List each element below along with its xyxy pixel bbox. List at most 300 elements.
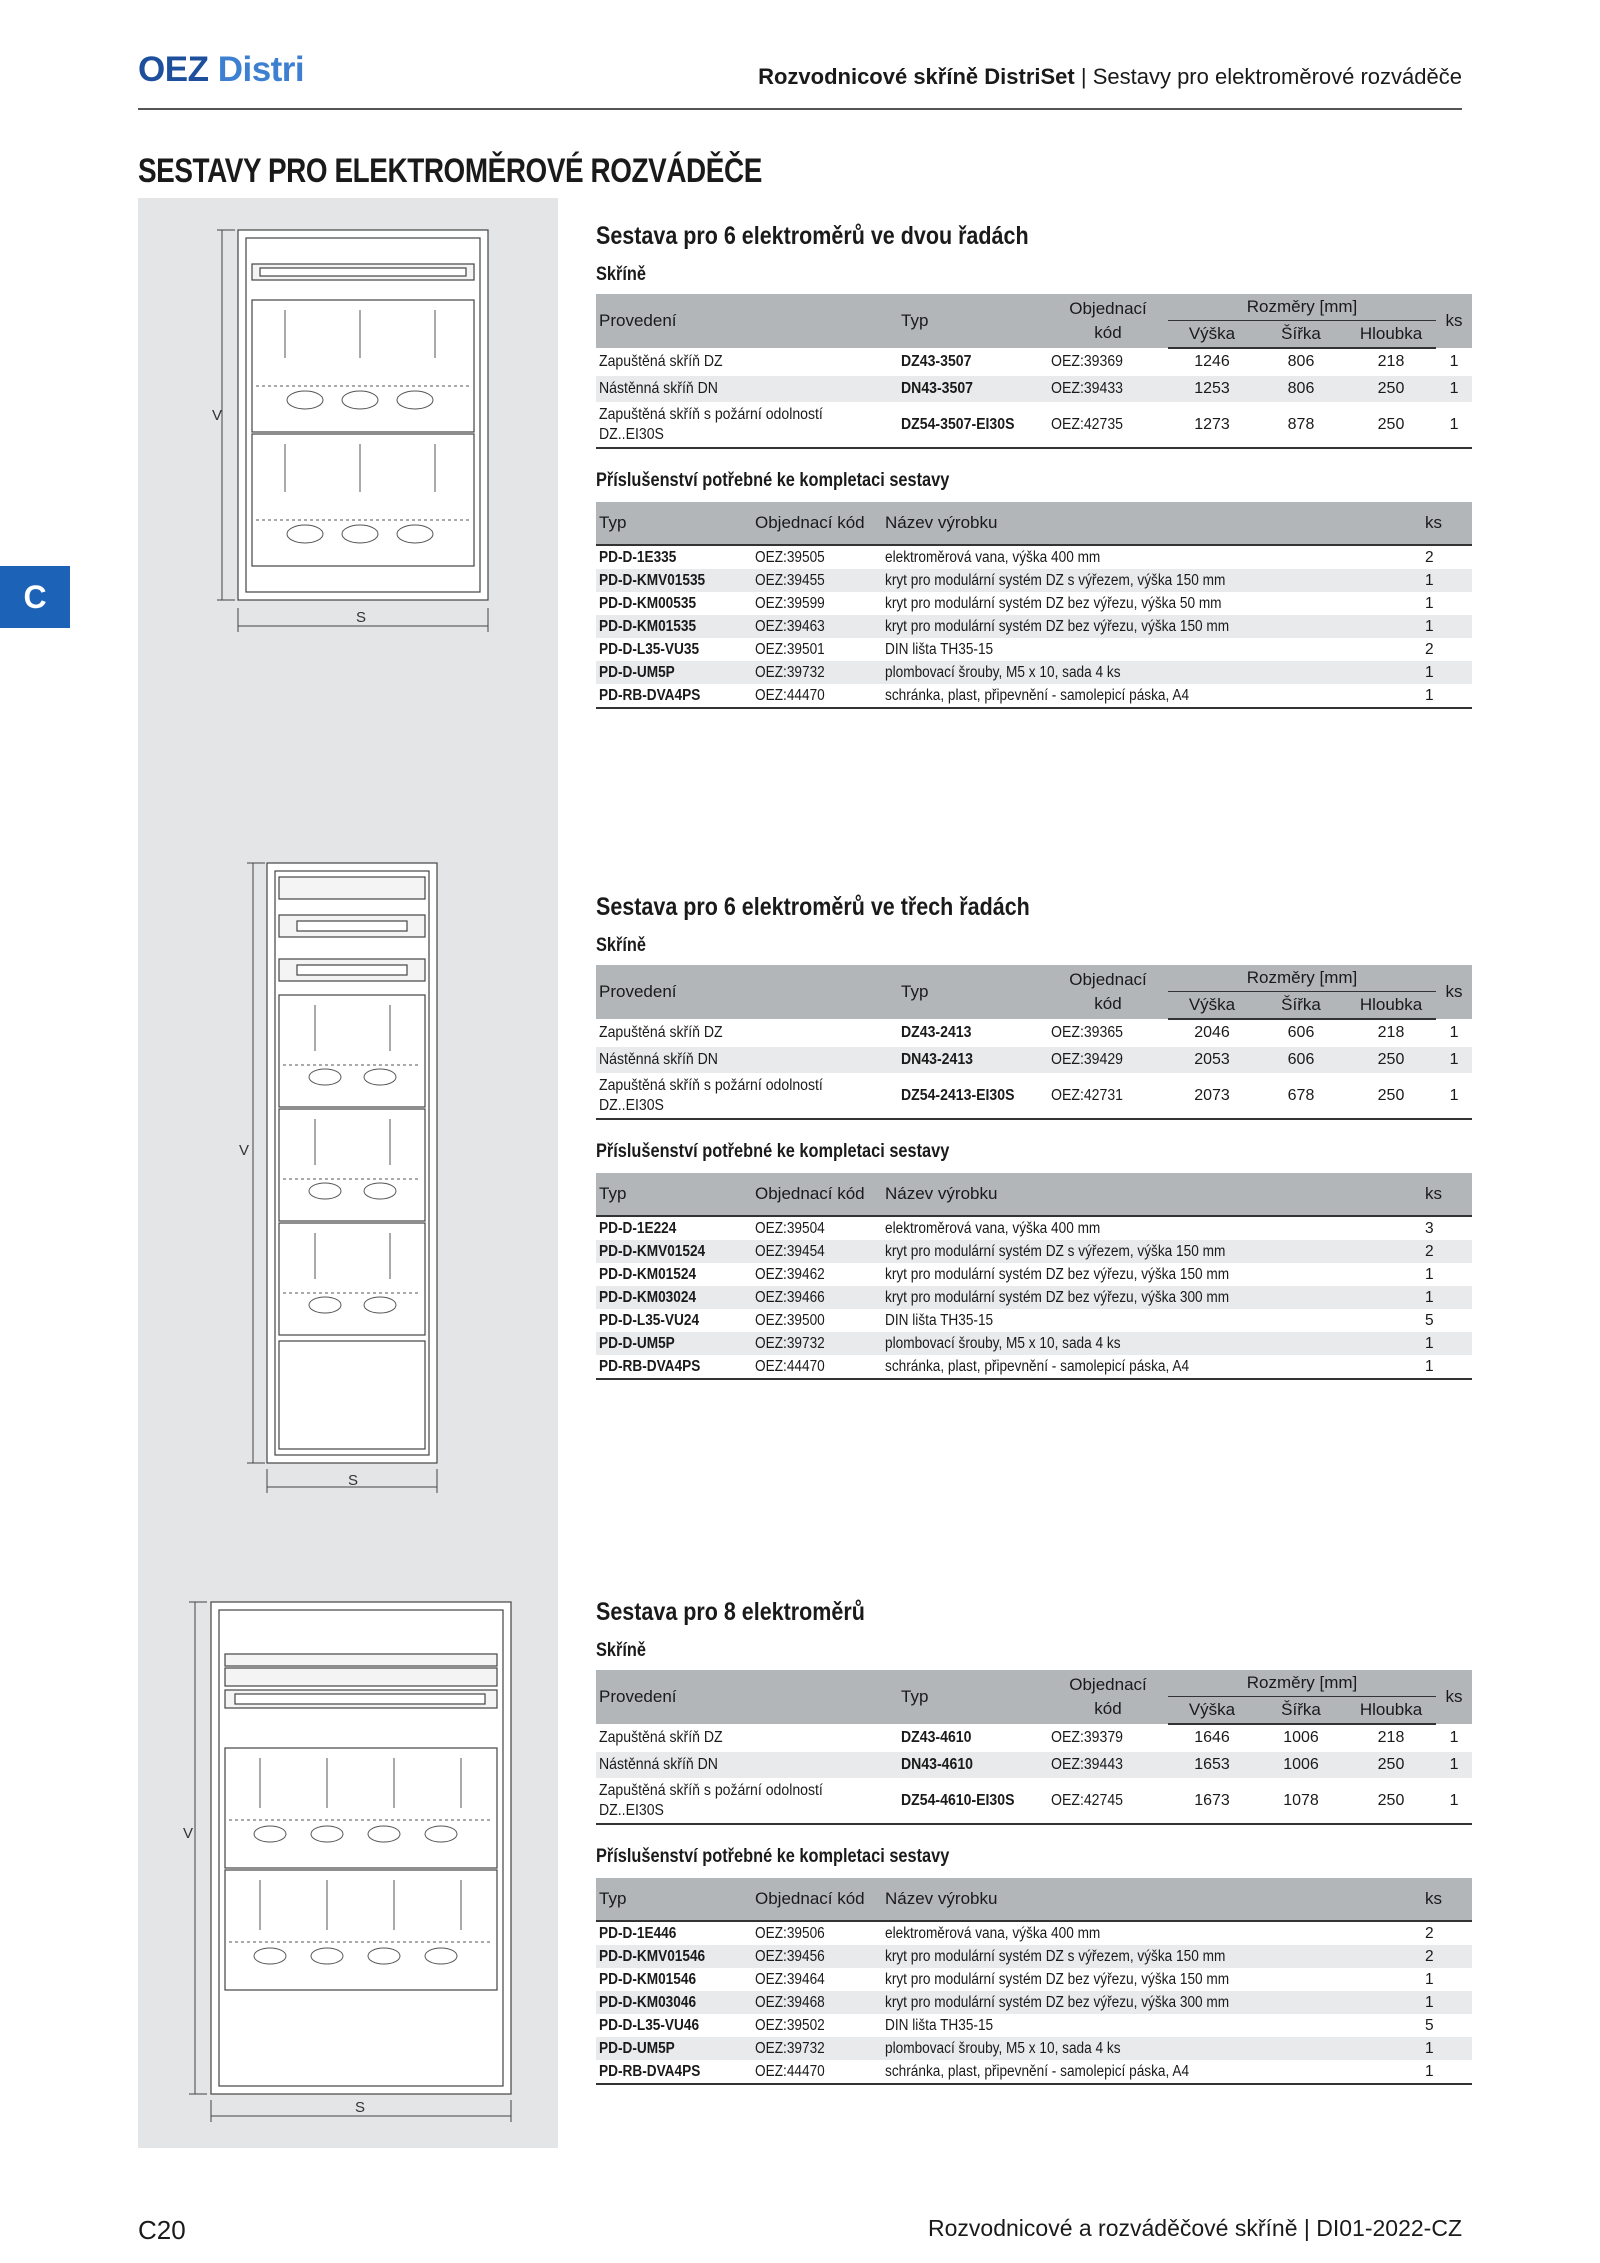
cell-acc-kod-text: OEZ:39599 <box>755 594 825 612</box>
cell-acc-kod <box>752 569 882 592</box>
cell-acc-typ-text: PD-D-UM5P <box>599 2039 675 2057</box>
cell-provedeni-line1: Zapuštěná skříň s požární odolností <box>599 406 823 423</box>
accessory-row <box>596 569 1472 592</box>
cell-acc-typ <box>596 1332 752 1355</box>
cell-acc-nazev-text: DIN lišta TH35-15 <box>885 640 994 658</box>
cell-vyska: 1273 <box>1168 403 1256 449</box>
cell-acc-kod-text: OEZ:39732 <box>755 1334 825 1352</box>
cell-acc-ks: 1 <box>1425 594 1434 612</box>
cell-acc-typ-text: PD-D-KM03024 <box>599 1288 697 1306</box>
cell-kod <box>1048 1047 1168 1074</box>
cell-acc-typ <box>596 1945 752 1968</box>
cell-vyska: 2073 <box>1168 1074 1256 1120</box>
cell-provedeni-line2: DZ..EI30S <box>599 426 664 443</box>
cell-hloubka: 218 <box>1346 1019 1436 1047</box>
logo-oez: OEZ <box>138 50 209 89</box>
header-breadcrumb <box>758 64 1462 90</box>
col-rozmery: Rozměry [mm] <box>1168 294 1436 321</box>
cabinet-row <box>596 376 1472 403</box>
col-vyska: Výška <box>1168 1697 1256 1725</box>
cell-kod <box>1048 1724 1168 1752</box>
cell-typ <box>898 403 1048 449</box>
cell-acc-nazev <box>882 2014 1422 2037</box>
accessory-row <box>596 2060 1472 2084</box>
col-acc-ks: ks <box>1422 1878 1472 1921</box>
cell-kod <box>1048 1019 1168 1047</box>
cell-acc-typ <box>596 545 752 569</box>
cell-provedeni-line1: Nástěnná skříň DN <box>599 1051 718 1068</box>
cell-provedeni <box>596 1074 898 1120</box>
cell-provedeni <box>596 1724 898 1752</box>
cell-acc-ks: 1 <box>1425 1265 1434 1283</box>
cell-acc-typ <box>596 1355 752 1379</box>
accessory-row <box>596 1968 1472 1991</box>
col-sirka: Šířka <box>1256 992 1346 1020</box>
cell-acc-nazev-text: kryt pro modulární systém DZ bez výřezu, výška 50 mm <box>885 594 1222 612</box>
height-dim-label: V <box>239 1142 250 1159</box>
cell-vyska: 1646 <box>1168 1724 1256 1752</box>
cell-acc-nazev <box>882 1921 1422 1945</box>
cell-acc-typ <box>596 1991 752 2014</box>
cell-acc-kod <box>752 1355 882 1379</box>
width-dim-label: S <box>355 2099 366 2116</box>
cell-acc-ks: 1 <box>1422 684 1472 708</box>
cell-acc-nazev-text: kryt pro modulární systém DZ s výřezem, výška 150 mm <box>885 1947 1226 1965</box>
col-kod-line2: kód <box>1094 323 1122 342</box>
cell-acc-kod <box>752 1216 882 1240</box>
cell-acc-nazev-text: schránka, plast, připevnění - samolepicí páska, A4 <box>885 2062 1190 2080</box>
accessory-row <box>596 615 1472 638</box>
cell-ks: 1 <box>1436 1779 1472 1825</box>
cell-provedeni-line1: Zapuštěná skříň DZ <box>599 352 723 370</box>
col-typ: Typ <box>898 965 1048 1019</box>
accessories-table <box>596 1878 1472 2085</box>
cell-acc-typ <box>596 569 752 592</box>
col-acc-typ: Typ <box>596 1878 752 1921</box>
cell-acc-kod <box>752 661 882 684</box>
cabinet-drawing-3 <box>175 1598 515 2138</box>
cell-acc-ks: 1 <box>1422 1286 1472 1309</box>
accessory-row <box>596 1332 1472 1355</box>
cell-acc-nazev <box>882 1263 1422 1286</box>
cell-acc-typ-text: PD-D-1E224 <box>599 1219 677 1237</box>
col-kod <box>1048 294 1168 348</box>
cell-acc-nazev-text: schránka, plast, připevnění - samolepicí páska, A4 <box>885 1357 1190 1375</box>
cell-acc-typ-text: PD-D-1E446 <box>599 1924 677 1942</box>
cell-provedeni-line2: DZ..EI30S <box>599 1097 664 1114</box>
cabinet-row <box>596 1047 1472 1074</box>
accessory-row <box>596 1240 1472 1263</box>
col-typ: Typ <box>898 294 1048 348</box>
cabinets-label: Skříně <box>596 1640 646 1661</box>
accessory-row <box>596 1921 1472 1945</box>
col-kod-line1: Objednací <box>1069 970 1147 989</box>
cell-acc-nazev-text: kryt pro modulární systém DZ bez výřezu, výška 300 mm <box>885 1993 1230 2011</box>
cell-typ-text: DN43-3507 <box>901 380 974 397</box>
cell-acc-ks: 2 <box>1425 548 1434 566</box>
cabinet-row <box>596 1019 1472 1047</box>
cell-provedeni-line1: Zapuštěná skříň DZ <box>599 1728 723 1746</box>
cell-acc-ks: 1 <box>1422 1991 1472 2014</box>
cabinet-row <box>596 1074 1472 1120</box>
cell-acc-nazev-text: plombovací šrouby, M5 x 10, sada 4 ks <box>885 663 1121 681</box>
cell-hloubka: 250 <box>1346 1047 1436 1074</box>
cell-acc-kod-text: OEZ:39455 <box>755 571 825 589</box>
cell-acc-kod-text: OEZ:44470 <box>755 2062 825 2080</box>
cell-acc-kod <box>752 684 882 708</box>
cell-acc-ks: 2 <box>1422 1945 1472 1968</box>
cell-typ-text: DZ43-4610 <box>901 1728 972 1746</box>
col-acc-nazev: Název výrobku <box>882 502 1422 545</box>
cabinet-row <box>596 1752 1472 1779</box>
cell-acc-typ-text: PD-RB-DVA4PS <box>599 686 701 704</box>
cell-provedeni <box>596 376 898 403</box>
cell-acc-nazev-text: kryt pro modulární systém DZ s výřezem, výška 150 mm <box>885 571 1226 589</box>
col-kod <box>1048 1670 1168 1724</box>
cell-acc-nazev <box>882 545 1422 569</box>
col-acc-ks: ks <box>1422 1173 1472 1216</box>
cell-ks: 1 <box>1436 1752 1472 1779</box>
cell-acc-kod-text: OEZ:39464 <box>755 1970 825 1988</box>
cell-acc-nazev <box>882 1945 1422 1968</box>
col-ks: ks <box>1436 965 1472 1019</box>
cell-sirka: 606 <box>1256 1019 1346 1047</box>
cell-acc-typ-text: PD-D-KM01524 <box>599 1265 697 1283</box>
cell-acc-kod <box>752 2037 882 2060</box>
cell-acc-kod-text: OEZ:39505 <box>755 548 825 566</box>
cell-acc-ks: 2 <box>1425 640 1434 658</box>
cell-acc-kod-text: OEZ:39504 <box>755 1219 825 1237</box>
cell-typ <box>898 1752 1048 1779</box>
page-title: SESTAVY PRO ELEKTROMĚROVÉ ROZVÁDĚČE <box>138 152 762 190</box>
cabinets-label: Skříně <box>596 264 646 285</box>
cell-typ <box>898 1047 1048 1074</box>
logo-distri: Distri <box>217 50 305 89</box>
cell-acc-typ <box>596 661 752 684</box>
col-acc-nazev: Název výrobku <box>882 1173 1422 1216</box>
cell-sirka: 806 <box>1256 348 1346 376</box>
col-provedeni: Provedení <box>596 965 898 1019</box>
cabinet-row <box>596 1724 1472 1752</box>
cell-acc-nazev-text: elektroměrová vana, výška 400 mm <box>885 1219 1101 1237</box>
section-title: Sestava pro 8 elektroměrů <box>596 1598 865 1626</box>
cabinet-drawing-2 <box>225 855 455 1505</box>
cell-acc-typ-text: PD-D-UM5P <box>599 1334 675 1352</box>
cabinets-table <box>596 965 1472 1120</box>
col-ks: ks <box>1436 294 1472 348</box>
cell-provedeni <box>596 348 898 376</box>
col-ks: ks <box>1436 1670 1472 1724</box>
cell-kod-text: OEZ:42731 <box>1051 1087 1124 1104</box>
col-hloubka: Hloubka <box>1346 992 1436 1020</box>
cell-acc-kod-text: OEZ:39500 <box>755 1311 825 1329</box>
cell-kod-text: OEZ:39433 <box>1051 380 1124 397</box>
cell-acc-kod <box>752 592 882 615</box>
cell-typ-text: DN43-4610 <box>901 1756 974 1773</box>
cell-sirka: 806 <box>1256 376 1346 403</box>
cell-acc-kod-text: OEZ:39454 <box>755 1242 825 1260</box>
cell-acc-typ-text: PD-D-KMV01546 <box>599 1947 706 1965</box>
cell-kod-text: OEZ:42745 <box>1051 1792 1124 1809</box>
accessory-row <box>596 592 1472 615</box>
cell-acc-nazev <box>882 592 1422 615</box>
cabinet-drawing-1 <box>200 228 490 648</box>
col-rozmery: Rozměry [mm] <box>1168 1670 1436 1697</box>
cell-kod-text: OEZ:39369 <box>1051 352 1124 370</box>
cell-acc-ks: 1 <box>1425 1970 1434 1988</box>
accessory-row <box>596 1216 1472 1240</box>
cell-sirka: 678 <box>1256 1074 1346 1120</box>
cell-hloubka: 250 <box>1346 376 1436 403</box>
cell-acc-kod-text: OEZ:39466 <box>755 1288 825 1306</box>
cell-typ-text: DZ54-2413-EI30S <box>901 1087 1015 1104</box>
cell-acc-nazev-text: schránka, plast, připevnění - samolepicí páska, A4 <box>885 686 1190 704</box>
cell-typ <box>898 1779 1048 1825</box>
section-title: Sestava pro 6 elektroměrů ve třech řadách <box>596 893 1030 921</box>
cell-acc-typ <box>596 1921 752 1945</box>
cell-hloubka: 250 <box>1346 1752 1436 1779</box>
cell-acc-typ <box>596 1309 752 1332</box>
cell-acc-nazev <box>882 2037 1422 2060</box>
col-acc-kod: Objednací kód <box>752 1173 882 1216</box>
cell-kod-text: OEZ:39365 <box>1051 1023 1124 1041</box>
col-vyska: Výška <box>1168 321 1256 349</box>
cell-typ-text: DN43-2413 <box>901 1051 974 1068</box>
chapter-tab: C <box>0 566 70 628</box>
width-dim-label: S <box>348 1472 359 1489</box>
cell-acc-kod-text: OEZ:39463 <box>755 617 825 635</box>
col-kod-line1: Objednací <box>1069 299 1147 318</box>
cell-acc-nazev <box>882 1286 1422 1309</box>
cell-acc-typ-text: PD-D-UM5P <box>599 663 675 681</box>
cell-acc-nazev-text: kryt pro modulární systém DZ bez výřezu, výška 300 mm <box>885 1288 1230 1306</box>
cabinet-row <box>596 403 1472 449</box>
cell-acc-ks: 1 <box>1422 1355 1472 1379</box>
cell-acc-typ <box>596 592 752 615</box>
cell-hloubka: 218 <box>1346 1724 1436 1752</box>
cell-acc-ks: 1 <box>1422 615 1472 638</box>
cell-provedeni <box>596 1779 898 1825</box>
cell-acc-typ <box>596 1263 752 1286</box>
cell-kod <box>1048 1074 1168 1120</box>
cell-acc-typ <box>596 1240 752 1263</box>
cell-ks: 1 <box>1436 1724 1472 1752</box>
cell-acc-kod-text: OEZ:39506 <box>755 1924 825 1942</box>
cell-typ <box>898 1019 1048 1047</box>
col-sirka: Šířka <box>1256 321 1346 349</box>
accessory-row <box>596 661 1472 684</box>
cell-acc-nazev-text: kryt pro modulární systém DZ bez výřezu, výška 150 mm <box>885 1970 1230 1988</box>
cell-acc-nazev-text: plombovací šrouby, M5 x 10, sada 4 ks <box>885 2039 1121 2057</box>
cell-acc-typ-text: PD-D-KM03046 <box>599 1993 697 2011</box>
cell-acc-kod-text: OEZ:39462 <box>755 1265 825 1283</box>
cell-acc-typ <box>596 1968 752 1991</box>
cell-ks: 1 <box>1436 1074 1472 1120</box>
cell-acc-kod <box>752 1968 882 1991</box>
cell-provedeni-line1: Nástěnná skříň DN <box>599 1756 718 1773</box>
cell-provedeni <box>596 1019 898 1047</box>
cell-typ <box>898 348 1048 376</box>
accessories-label: Příslušenství potřebné ke kompletaci sestavy <box>596 470 950 491</box>
cell-kod <box>1048 1779 1168 1825</box>
cell-acc-typ-text: PD-D-KM00535 <box>599 594 697 612</box>
col-sirka: Šířka <box>1256 1697 1346 1725</box>
cell-sirka: 606 <box>1256 1047 1346 1074</box>
col-provedeni: Provedení <box>596 1670 898 1724</box>
breadcrumb-bold: Rozvodnicové skříně DistriSet <box>758 64 1075 89</box>
col-acc-typ: Typ <box>596 1173 752 1216</box>
cell-provedeni-line1: Zapuštěná skříň s požární odolností <box>599 1077 823 1094</box>
cell-acc-kod <box>752 1263 882 1286</box>
cell-vyska: 1653 <box>1168 1752 1256 1779</box>
cell-vyska: 2046 <box>1168 1019 1256 1047</box>
cell-typ <box>898 1724 1048 1752</box>
cell-acc-ks: 3 <box>1425 1219 1434 1237</box>
cell-acc-kod <box>752 1921 882 1945</box>
height-dim-label: V <box>212 407 223 424</box>
cell-acc-ks: 1 <box>1422 1332 1472 1355</box>
cell-acc-kod <box>752 1309 882 1332</box>
cell-acc-kod-text: OEZ:39732 <box>755 2039 825 2057</box>
cell-sirka: 1006 <box>1256 1752 1346 1779</box>
cell-acc-ks: 2 <box>1422 1240 1472 1263</box>
cell-acc-nazev <box>882 569 1422 592</box>
section-title: Sestava pro 6 elektroměrů ve dvou řadách <box>596 222 1029 250</box>
cabinets-table <box>596 294 1472 449</box>
cabinet-row <box>596 348 1472 376</box>
col-acc-ks: ks <box>1422 502 1472 545</box>
col-acc-kod: Objednací kód <box>752 1878 882 1921</box>
cell-acc-typ-text: PD-D-L35-VU35 <box>599 640 700 658</box>
oez-distri-logo <box>138 50 304 90</box>
cell-kod-text: OEZ:42735 <box>1051 416 1124 433</box>
col-rozmery: Rozměry [mm] <box>1168 965 1436 992</box>
cell-typ <box>898 376 1048 403</box>
cell-acc-nazev-text: elektroměrová vana, výška 400 mm <box>885 1924 1101 1942</box>
cell-provedeni <box>596 1752 898 1779</box>
accessory-row <box>596 638 1472 661</box>
cell-provedeni <box>596 1047 898 1074</box>
cell-acc-kod-text: OEZ:39468 <box>755 1993 825 2011</box>
cell-ks: 1 <box>1436 1047 1472 1074</box>
cell-acc-nazev <box>882 638 1422 661</box>
cell-acc-nazev <box>882 1991 1422 2014</box>
cell-kod <box>1048 348 1168 376</box>
cell-kod <box>1048 1752 1168 1779</box>
cell-provedeni <box>596 403 898 449</box>
cell-typ-text: DZ43-3507 <box>901 352 972 370</box>
cell-hloubka: 218 <box>1346 348 1436 376</box>
cell-acc-kod-text: OEZ:39501 <box>755 640 825 658</box>
col-kod-line1: Objednací <box>1069 1675 1147 1694</box>
cell-kod-text: OEZ:39443 <box>1051 1756 1124 1773</box>
cell-acc-kod-text: OEZ:39732 <box>755 663 825 681</box>
accessory-row <box>596 1945 1472 1968</box>
cell-hloubka: 250 <box>1346 403 1436 449</box>
header-rule <box>138 108 1462 110</box>
cell-acc-nazev <box>882 1968 1422 1991</box>
cell-acc-typ <box>596 1286 752 1309</box>
cell-acc-nazev-text: kryt pro modulární systém DZ bez výřezu, výška 150 mm <box>885 1265 1230 1283</box>
accessory-row <box>596 545 1472 569</box>
cell-acc-ks: 1 <box>1422 2037 1472 2060</box>
cell-acc-typ-text: PD-D-KM01535 <box>599 617 697 635</box>
cell-acc-typ <box>596 2014 752 2037</box>
cell-acc-kod <box>752 1945 882 1968</box>
cell-acc-typ-text: PD-D-1E335 <box>599 548 677 566</box>
cell-acc-nazev <box>882 684 1422 708</box>
cell-acc-ks: 1 <box>1422 569 1472 592</box>
cell-provedeni-line2: DZ..EI30S <box>599 1802 664 1819</box>
cell-acc-typ-text: PD-RB-DVA4PS <box>599 2062 701 2080</box>
col-hloubka: Hloubka <box>1346 1697 1436 1725</box>
cell-sirka: 878 <box>1256 403 1346 449</box>
cell-acc-nazev-text: elektroměrová vana, výška 400 mm <box>885 548 1101 566</box>
accessories-table <box>596 1173 1472 1380</box>
cabinet-row <box>596 1779 1472 1825</box>
cell-acc-kod <box>752 2060 882 2084</box>
breadcrumb-rest: Sestavy pro elektroměrové rozváděče <box>1092 64 1462 89</box>
cell-acc-nazev-text: DIN lišta TH35-15 <box>885 1311 994 1329</box>
cell-acc-nazev <box>882 1332 1422 1355</box>
cell-acc-typ <box>596 684 752 708</box>
cell-provedeni-line1: Nástěnná skříň DN <box>599 380 718 397</box>
cell-acc-kod <box>752 638 882 661</box>
cell-acc-nazev <box>882 1309 1422 1332</box>
doc-separator: | <box>1303 2215 1310 2241</box>
cell-hloubka: 250 <box>1346 1074 1436 1120</box>
cell-sirka: 1078 <box>1256 1779 1346 1825</box>
cell-acc-typ <box>596 1216 752 1240</box>
width-dim-label: S <box>356 609 367 626</box>
cell-acc-nazev <box>882 615 1422 638</box>
cell-vyska: 1246 <box>1168 348 1256 376</box>
cell-acc-kod <box>752 1286 882 1309</box>
accessory-row <box>596 2037 1472 2060</box>
doc-code: DI01-2022-CZ <box>1316 2215 1462 2241</box>
cell-ks: 1 <box>1436 403 1472 449</box>
footer-doc-title <box>928 2215 1462 2242</box>
doc-title: Rozvodnicové a rozváděčové skříně <box>928 2215 1298 2241</box>
cell-acc-nazev <box>882 1216 1422 1240</box>
accessory-row <box>596 684 1472 708</box>
accessory-row <box>596 1355 1472 1379</box>
col-provedeni: Provedení <box>596 294 898 348</box>
cell-vyska: 1253 <box>1168 376 1256 403</box>
cell-acc-ks: 5 <box>1425 1311 1434 1329</box>
cell-acc-ks: 5 <box>1425 2016 1434 2034</box>
cell-acc-kod <box>752 2014 882 2037</box>
cell-acc-ks: 1 <box>1422 661 1472 684</box>
col-acc-typ: Typ <box>596 502 752 545</box>
cell-ks: 1 <box>1436 376 1472 403</box>
col-kod-line2: kód <box>1094 1699 1122 1718</box>
cell-acc-typ <box>596 615 752 638</box>
cell-acc-typ <box>596 2060 752 2084</box>
cell-vyska: 1673 <box>1168 1779 1256 1825</box>
cell-kod-text: OEZ:39379 <box>1051 1728 1124 1746</box>
cell-acc-nazev-text: plombovací šrouby, M5 x 10, sada 4 ks <box>885 1334 1121 1352</box>
cell-acc-ks: 1 <box>1422 2060 1472 2084</box>
accessory-row <box>596 1991 1472 2014</box>
cell-acc-nazev <box>882 2060 1422 2084</box>
cell-acc-kod-text: OEZ:44470 <box>755 1357 825 1375</box>
cell-acc-typ-text: PD-D-KM01546 <box>599 1970 697 1988</box>
col-vyska: Výška <box>1168 992 1256 1020</box>
cell-provedeni-line1: Zapuštěná skříň DZ <box>599 1023 723 1041</box>
col-kod-line2: kód <box>1094 994 1122 1013</box>
col-kod <box>1048 965 1168 1019</box>
